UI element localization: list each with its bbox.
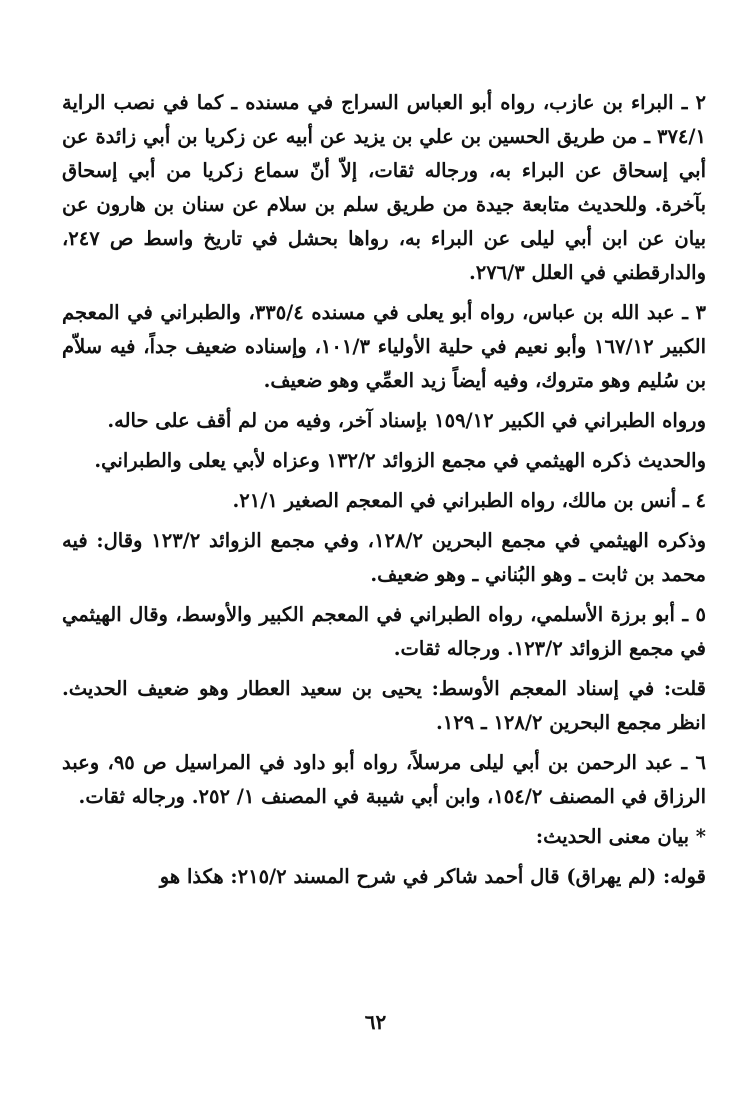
page-body — [62, 86, 706, 1046]
paragraph-qultu-note: قلت: في إسناد المعجم الأوسط: يحيى بن سعيد العطار وهو ضعيف الحديث. انظر مجمع البحرين ١٢٨/٢ ـ ١٢٩. — [62, 677, 706, 734]
section-heading: * بيان معنى الحديث: — [535, 825, 706, 848]
closing-line: قوله: (لم يهراق) قال أحمد شاكر في شرح المسند ٢١٥/٢: هكذا هو — [159, 865, 706, 888]
paragraph-abu-barza: ٥ ـ أبو برزة الأسلمي، رواه الطبراني في المعجم الكبير والأوسط، وقال الهيثمي في مجمع الزوائد ١٢٣/٢. ورجاله ثقات. — [62, 603, 706, 660]
page-number: ٦٢ — [364, 1010, 387, 1034]
paragraph-bara-ibn-azib: ٢ ـ البراء بن عازب، رواه أبو العباس السراج في مسنده ـ كما في نصب الراية ٣٧٤/١ ـ من طريق الحسين بن علي بن يزيد عن أبيه عن زكريا بن أبي زائدة عن أبي إسحاق عن البراء به، ورجاله ثقات، إلاّ أنّ سماع زكريا من أبي إسحاق بآخرة. وللحديث متابعة جيدة من طريق سلم بن سلام عن سنان بن هارون عن بيان عن ابن أبي ليلى عن البراء به، رواها بحشل في تاريخ واسط ص ٢٤٧، والدارقطني في العلل ٢٧٦/٣. — [62, 91, 706, 284]
paragraph-ibn-abbas: ٣ ـ عبد الله بن عباس، رواه أبو يعلى في مسنده ٣٣٥/٤، والطبراني في المعجم الكبير ١٦٧/١٢ وأبو نعيم في حلية الأولياء ١٠١/٣، وإسناده ضعيف جداً، فيه سلاّم بن سُليم وهو متروك، وفيه أيضاً زيد العمِّي وهو ضعيف. — [62, 301, 706, 392]
paragraph-haythami-zawaid: والحديث ذكره الهيثمي في مجمع الزوائد ١٣٢/٢ وعزاه لأبي يعلى والطبراني. — [94, 449, 706, 472]
paragraph-abdurrahman-ibn-abi-layla: ٦ ـ عبد الرحمن بن أبي ليلى مرسلاً، رواه أبو داود في المراسيل ص ٩٥، وعبد الرزاق في المصنف ١٥٤/٢، وابن أبي شيبة في المصنف ١/ ٢٥٢. ورجاله ثقات. — [62, 751, 706, 808]
paragraph-tabarani-kabir: ورواه الطبراني في الكبير ١٥٩/١٢ بإسناد آخر، وفيه من لم أقف على حاله. — [107, 409, 706, 432]
paragraph-haythami-bahrain: وذكره الهيثمي في مجمع البحرين ١٢٨/٢، وفي مجمع الزوائد ١٢٣/٢ وقال: فيه محمد بن ثابت ـ وهو البُناني ـ وهو ضعيف. — [62, 529, 706, 586]
paragraph-anas-ibn-malik: ٤ ـ أنس بن مالك، رواه الطبراني في المعجم الصغير ٢١/١. — [232, 489, 706, 512]
